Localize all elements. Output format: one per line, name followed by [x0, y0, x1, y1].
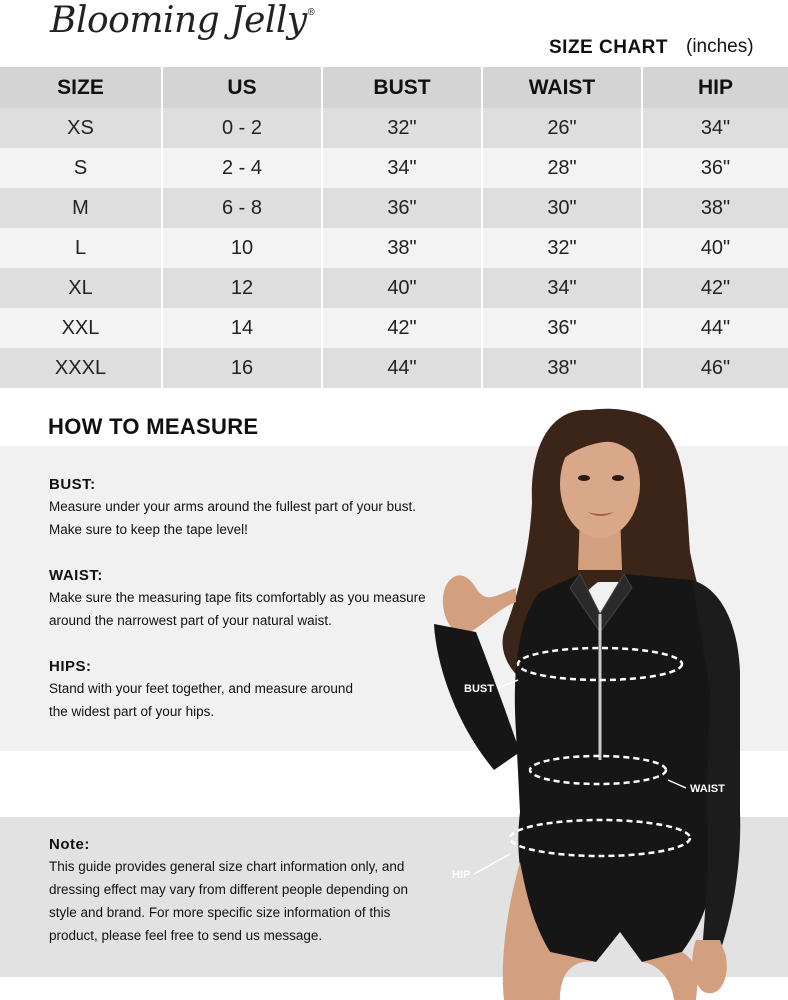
size-chart-title: SIZE CHART [549, 37, 668, 58]
cell-us: 12 [162, 268, 322, 308]
table-row [0, 348, 788, 388]
table-row [0, 268, 788, 308]
cell-hip: 36" [642, 148, 788, 188]
bodysuit-shape [515, 574, 730, 962]
cell-us: 14 [162, 308, 322, 348]
cell-hip: 34" [642, 108, 788, 148]
cell-waist: 32" [482, 228, 642, 268]
note-line: style and brand. For more specific size information of this [49, 905, 391, 920]
hips-text [49, 677, 353, 723]
cell-us: 6 - 8 [162, 188, 322, 228]
note-line: This guide provides general size chart information only, and [49, 859, 405, 874]
how-to-measure-title: HOW TO MEASURE [48, 414, 259, 439]
hand [692, 940, 727, 993]
right-eye [612, 475, 624, 481]
raised-arm [443, 575, 516, 634]
header-hip: HIP [642, 67, 788, 108]
header-size: SIZE [0, 67, 162, 108]
hip-label: HIP [452, 869, 471, 881]
note-line: dressing effect may vary from different people depending on [49, 882, 408, 897]
cell-bust: 38" [322, 228, 482, 268]
note-line: product, please feel free to send us message. [49, 928, 323, 943]
cell-waist: 26" [482, 108, 642, 148]
waist-line: around the narrowest part of your natural waist. [49, 613, 332, 628]
cell-bust: 42" [322, 308, 482, 348]
cell-hip: 42" [642, 268, 788, 308]
cell-hip: 38" [642, 188, 788, 228]
cell-bust: 34" [322, 148, 482, 188]
waist-heading: WAIST: [49, 567, 103, 584]
note-heading: Note: [49, 836, 90, 853]
header-bust: BUST [322, 67, 482, 108]
model-figure [420, 392, 788, 1000]
cell-waist: 34" [482, 268, 642, 308]
cell-waist: 38" [482, 348, 642, 388]
bust-label: BUST [464, 683, 494, 695]
size-chart-table [0, 67, 788, 388]
bust-line: Make sure to keep the tape level! [49, 522, 248, 537]
cell-bust: 32" [322, 108, 482, 148]
note-text [49, 855, 408, 947]
cell-us: 16 [162, 348, 322, 388]
table-row [0, 188, 788, 228]
cell-size: M [0, 188, 162, 228]
cell-hip: 40" [642, 228, 788, 268]
bust-arrow [498, 680, 518, 688]
cell-waist: 30" [482, 188, 642, 228]
brand-logo [50, 0, 315, 41]
cell-size: S [0, 148, 162, 188]
waist-label: WAIST [690, 783, 725, 795]
cell-us: 0 - 2 [162, 108, 322, 148]
hips-line: the widest part of your hips. [49, 704, 215, 719]
cell-us: 10 [162, 228, 322, 268]
cell-bust: 36" [322, 188, 482, 228]
left-eye [578, 475, 590, 481]
cell-hip: 44" [642, 308, 788, 348]
cell-size: L [0, 228, 162, 268]
cell-size: XXXL [0, 348, 162, 388]
bust-heading: BUST: [49, 476, 96, 493]
brand-name: Blooming Jelly [50, 0, 307, 41]
table-row [0, 308, 788, 348]
cell-bust: 44" [322, 348, 482, 388]
bust-text [49, 495, 416, 541]
cell-size: XL [0, 268, 162, 308]
cell-waist: 36" [482, 308, 642, 348]
size-chart-unit: (inches) [686, 36, 754, 57]
cell-hip: 46" [642, 348, 788, 388]
waist-text [49, 586, 426, 632]
bust-line: Measure under your arms around the fullest part of your bust. [49, 499, 416, 514]
hips-line: Stand with your feet together, and measure around [49, 681, 353, 696]
hips-heading: HIPS: [49, 658, 92, 675]
cell-waist: 28" [482, 148, 642, 188]
header-waist: WAIST [482, 67, 642, 108]
cell-size: XS [0, 108, 162, 148]
table-header-row [0, 67, 788, 108]
table-row [0, 108, 788, 148]
waist-line: Make sure the measuring tape fits comfortably as you measure [49, 590, 426, 605]
header-us: US [162, 67, 322, 108]
cell-bust: 40" [322, 268, 482, 308]
cell-us: 2 - 4 [162, 148, 322, 188]
registered-mark: ® [306, 8, 316, 18]
table-row [0, 228, 788, 268]
table-row [0, 148, 788, 188]
hip-arrow [474, 854, 510, 874]
cell-size: XXL [0, 308, 162, 348]
